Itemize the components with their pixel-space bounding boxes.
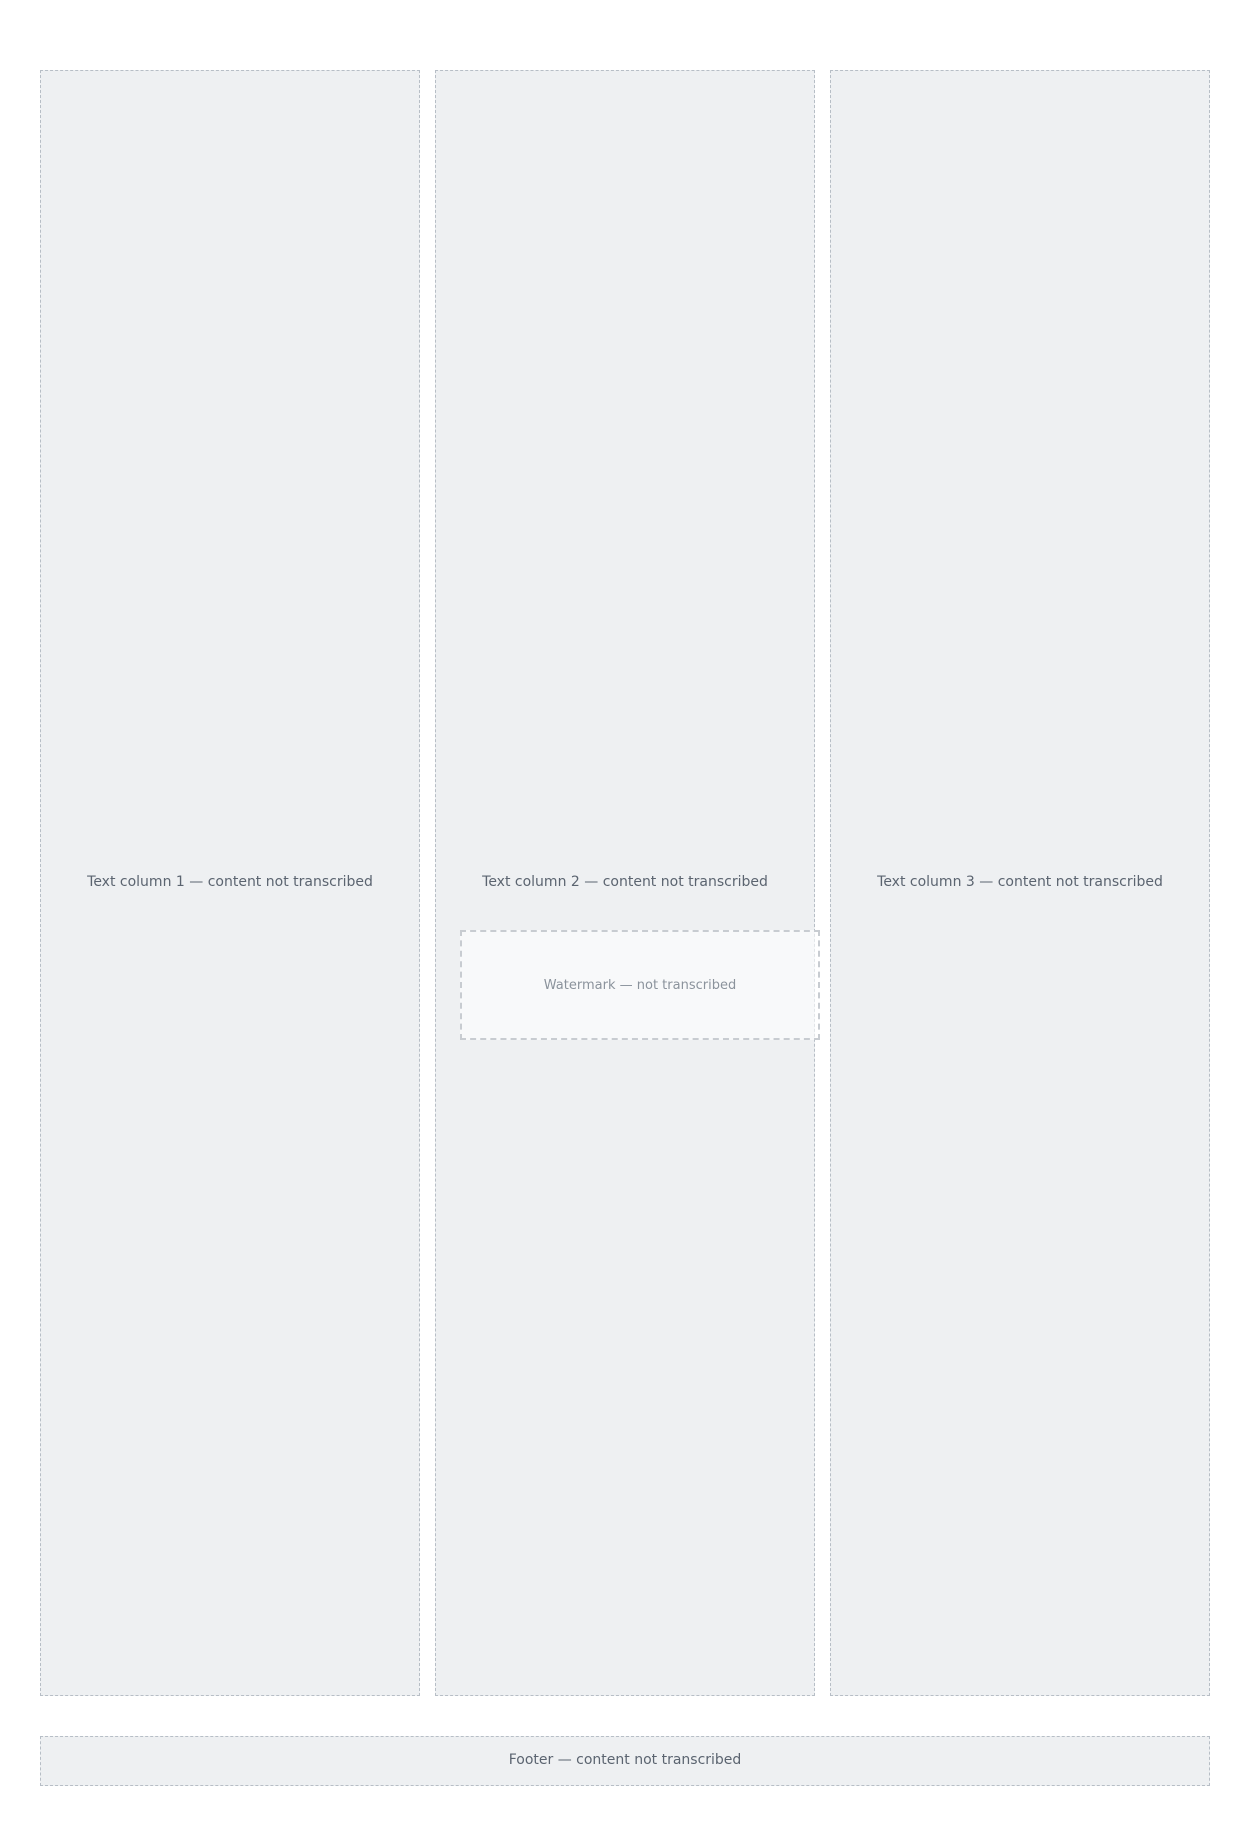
column-3-placeholder: Text column 3 — content not transcribed [830, 70, 1210, 1696]
column-2-placeholder: Text column 2 — content not transcribed [435, 70, 815, 1696]
footer-placeholder: Footer — content not transcribed [40, 1736, 1210, 1786]
text-column-2 [435, 70, 815, 1696]
watermark-placeholder: Watermark — not transcribed [460, 930, 820, 1040]
text-column-1 [40, 70, 420, 1696]
column-1-placeholder: Text column 1 — content not transcribed [40, 70, 420, 1696]
text-column-3 [830, 70, 1210, 1696]
